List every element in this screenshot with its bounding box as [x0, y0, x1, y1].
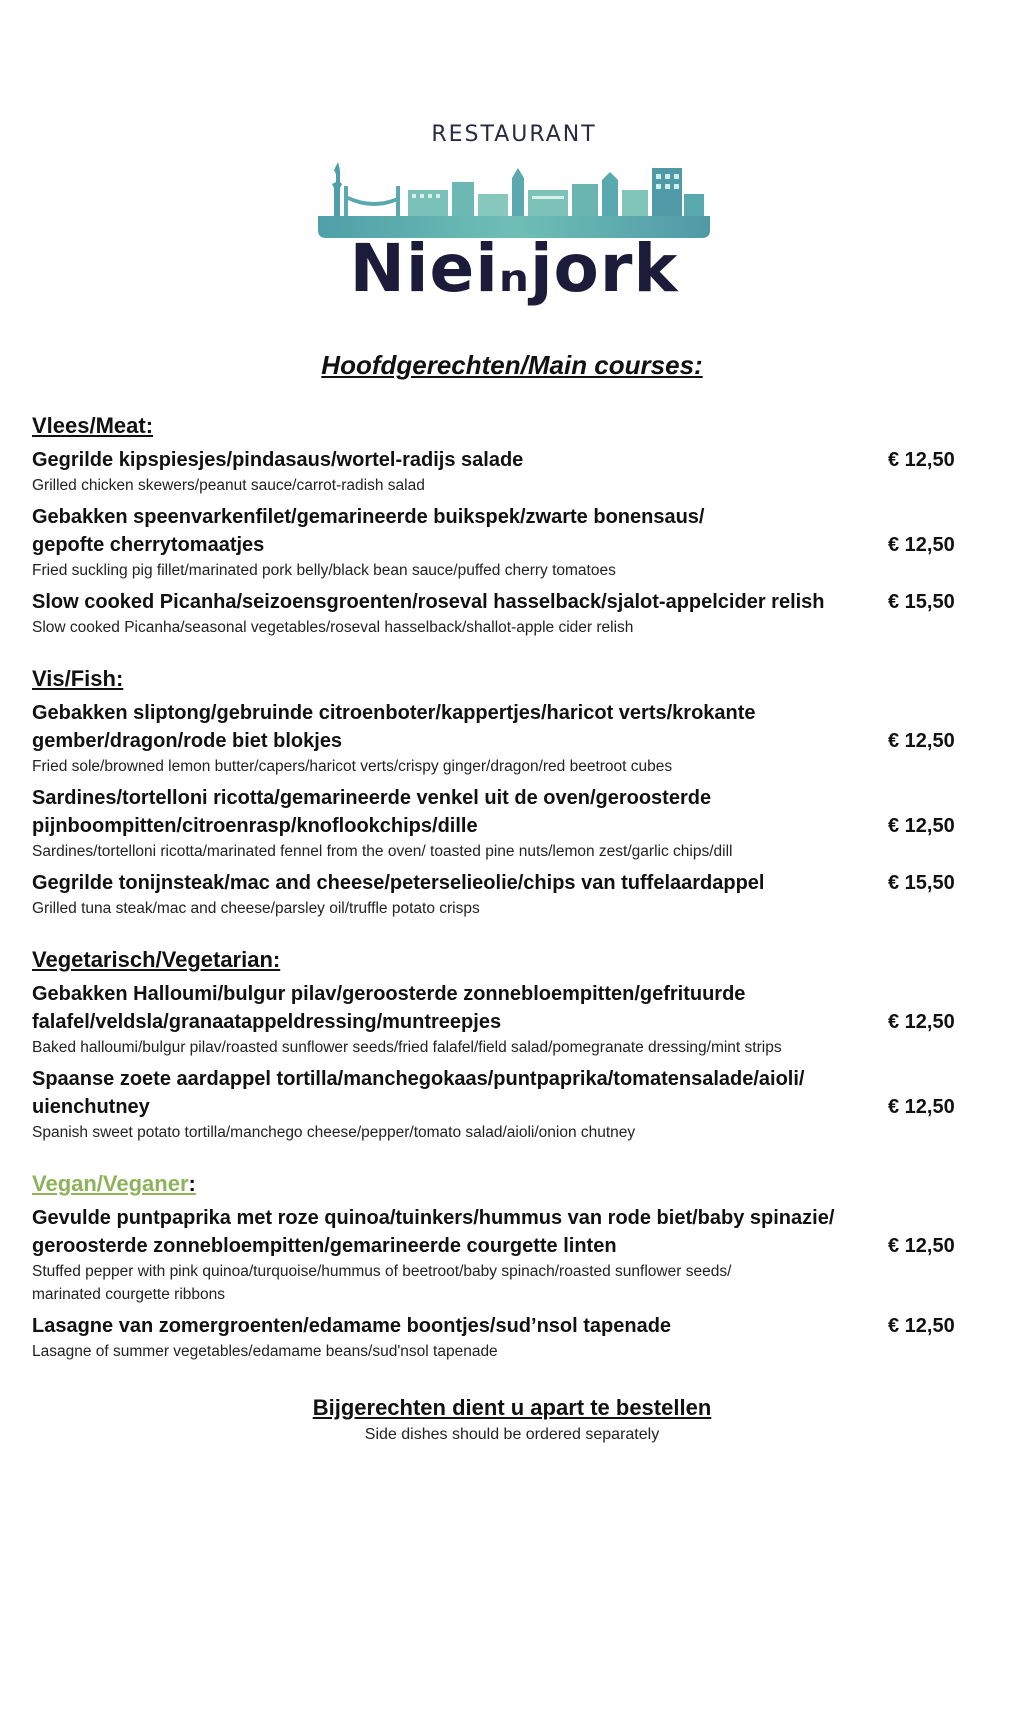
menu-item	[32, 503, 998, 582]
menu-item	[32, 784, 998, 863]
item-description: Sardines/tortelloni ricotta/marinated fennel from the oven/ toasted pine nuts/lemon zest/garlic chips/dill	[32, 843, 733, 860]
menu-item	[32, 446, 998, 497]
logo-top-text: RESTAURANT	[431, 122, 597, 147]
item-price: € 12,50	[888, 815, 955, 837]
item-name: Gegrilde tonijnsteak/mac and cheese/peterselieolie/chips van tuffelaardappel	[32, 872, 765, 894]
item-description: Stuffed pepper with pink quinoa/turquoise/hummus of beetroot/baby spinach/roasted sunflower seeds/ marinated courgette ribbons	[32, 1263, 732, 1303]
section-heading: Vis/Fish:	[32, 666, 124, 691]
item-price: € 12,50	[888, 1235, 955, 1257]
item-description: Slow cooked Picanha/seasonal vegetables/roseval hasselback/shallot-apple cider relish	[32, 619, 634, 636]
section-heading-colon: :	[188, 1171, 196, 1196]
item-name: Sardines/tortelloni ricotta/gemarineerde venkel uit de oven/geroosterde pijnboompitten/citroenrasp/knoflookchips/dille	[32, 787, 712, 837]
item-description: Fried suckling pig fillet/marinated pork belly/black bean sauce/puffed cherry tomatoes	[32, 562, 616, 579]
footer-note	[0, 1393, 1024, 1447]
section-heading: Vlees/Meat:	[32, 413, 154, 438]
page-title: Hoofdgerechten/Main courses:	[321, 350, 703, 380]
item-name: Gegrilde kipspiesjes/pindasaus/wortel-radijs salade	[32, 449, 524, 471]
item-name: Gebakken speenvarkenfilet/gemarineerde buikspek/zwarte bonensaus/ gepofte cherrytomaatjes	[32, 506, 705, 556]
item-name: Slow cooked Picanha/seizoensgroenten/roseval hasselback/sjalot-appelcider relish	[32, 591, 825, 613]
menu-item	[32, 1312, 998, 1363]
footer-subtitle: Side dishes should be ordered separately	[364, 1426, 660, 1443]
item-description: Spanish sweet potato tortilla/manchego cheese/pepper/tomato salad/aioli/onion chutney	[32, 1124, 636, 1141]
item-price: € 12,50	[888, 1011, 955, 1033]
item-description: Baked halloumi/bulgur pilav/roasted sunflower seeds/fried falafel/field salad/pomegranate dressing/mint strips	[32, 1039, 782, 1056]
section-vegetarian	[32, 946, 998, 1144]
restaurant-logo	[318, 112, 710, 312]
item-price: € 12,50	[888, 449, 955, 471]
item-price: € 15,50	[888, 591, 955, 613]
menu-item	[32, 588, 998, 639]
section-heading-label: Vegan/Veganer	[32, 1171, 189, 1196]
menu-item	[32, 869, 998, 920]
menu-item	[32, 1204, 998, 1306]
item-description: Grilled tuna steak/mac and cheese/parsley oil/truffle potato crisps	[32, 900, 480, 917]
skyline-illustration	[318, 138, 710, 242]
item-description: Fried sole/browned lemon butter/capers/haricot verts/crispy ginger/dragon/red beetroot cubes	[32, 758, 673, 775]
item-name: Gevulde puntpaprika met roze quinoa/tuinkers/hummus van rode biet/baby spinazie/ geroosterde zonnebloempitten/gemarineerde courgette linten	[32, 1207, 835, 1257]
section-vegan	[32, 1170, 998, 1363]
menu-item	[32, 1065, 998, 1144]
item-description: Lasagne of summer vegetables/edamame beans/sud'nsol tapenade	[32, 1343, 498, 1360]
footer-title: Bijgerechten dient u apart te bestellen	[312, 1395, 712, 1420]
item-description: Grilled chicken skewers/peanut sauce/carrot-radish salad	[32, 477, 425, 494]
item-price: € 12,50	[888, 534, 955, 556]
menu-item	[32, 699, 998, 778]
item-name: Gebakken Halloumi/bulgur pilav/geroosterde zonnebloempitten/gefrituurde falafel/veldsla/granaatappeldressing/muntreepjes	[32, 983, 746, 1033]
item-price: € 12,50	[888, 1315, 955, 1337]
item-name: Gebakken sliptong/gebruinde citroenboter/kappertjes/haricot verts/krokante gember/dragon/rode biet blokjes	[32, 702, 756, 752]
logo-name-text: Nieiₙjork	[349, 230, 679, 307]
section-fish	[32, 665, 998, 920]
section-meat	[32, 412, 998, 639]
item-price: € 15,50	[888, 872, 955, 894]
item-price: € 12,50	[888, 730, 955, 752]
item-name: Lasagne van zomergroenten/edamame boontjes/sud’nsol tapenade	[32, 1315, 672, 1337]
section-heading	[32, 1170, 998, 1198]
item-name: Spaanse zoete aardappel tortilla/manchegokaas/puntpaprika/tomatensalade/aioli/ uienchutney	[32, 1068, 805, 1118]
menu-item	[32, 980, 998, 1059]
item-price: € 12,50	[888, 1096, 955, 1118]
section-heading: Vegetarisch/Vegetarian:	[32, 947, 281, 972]
menu-content	[32, 412, 998, 1389]
